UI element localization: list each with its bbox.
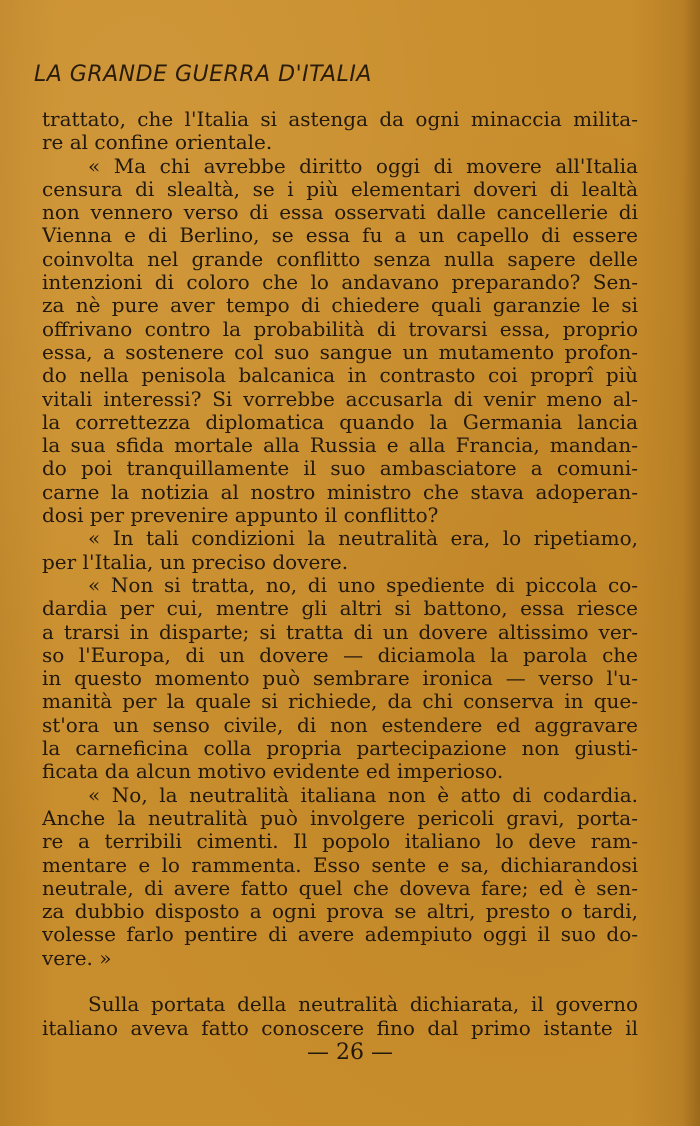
running-head: LA GRANDE GUERRA D'ITALIA xyxy=(34,62,372,87)
text-line: « In tali condizioni la neutralità era, lo ripetiamo, xyxy=(88,527,638,551)
text-line: dosi per prevenire appunto il conflitto? xyxy=(42,504,439,528)
text-line: vere. » xyxy=(42,946,112,970)
text-line: offrivano contro la probabilità di trovarsi essa, proprio xyxy=(42,317,638,341)
text-line: intenzioni di coloro che lo andavano preparando? Sen- xyxy=(42,271,638,295)
text-line: non vennero verso di essa osservati dalle cancellerie di xyxy=(42,201,638,225)
text-line: so l'Europa, di un dovere — diciamola la parola che xyxy=(42,643,638,667)
text-line: za nè pure aver tempo di chiedere quali garanzie le si xyxy=(42,294,638,318)
text-line: ficata da alcun motivo evidente ed imperioso. xyxy=(42,760,504,784)
text-line: do poi tranquillamente il suo ambasciatore a comuni- xyxy=(42,457,638,481)
text-line: re a terribili cimenti. Il popolo italiano lo deve ram- xyxy=(42,830,638,854)
text-line: la sua sfida mortale alla Russia e alla Francia, mandan- xyxy=(42,434,638,458)
text-line: « Non si tratta, no, di uno spediente di piccola co- xyxy=(88,573,638,597)
text-line: mentare e lo rammenta. Esso sente e sa, dichiarandosi xyxy=(42,853,638,877)
text-line: carne la notizia al nostro ministro che stava adoperan- xyxy=(42,480,638,504)
text-line: a trarsi in disparte; si tratta di un dovere altissimo ver- xyxy=(42,620,638,644)
text-line: do nella penisola balcanica in contrasto coi proprî più xyxy=(42,364,638,388)
text-line: « Ma chi avrebbe diritto oggi di movere all'Italia xyxy=(88,154,638,178)
text-line: la carneficina colla propria partecipazione non giusti- xyxy=(42,737,638,761)
text-line: trattato, che l'Italia si astenga da ogni minaccia milita- xyxy=(42,108,638,131)
text-line: st'ora un senso civile, di non estendere ed aggravare xyxy=(42,713,638,737)
page-edge-shadow xyxy=(682,0,700,1126)
text-line: Anche la neutralità può involgere pericoli gravi, porta- xyxy=(42,806,638,830)
text-line: « No, la neutralità italiana non è atto di codardia. xyxy=(88,783,638,807)
text-line: coinvolta nel grande conflitto senza nulla sapere delle xyxy=(42,247,638,271)
text-line: la correttezza diplomatica quando la Germania lancia xyxy=(42,410,638,434)
text-line: italiano aveva fatto conoscere fino dal primo istante il xyxy=(42,1016,638,1040)
text-line: neutrale, di avere fatto quel che doveva fare; ed è sen- xyxy=(42,876,638,900)
paragraph-gap xyxy=(42,970,638,993)
text-line: re al confine orientale. xyxy=(42,131,273,155)
text-line: in questo momento può sembrare ironica — verso l'u- xyxy=(42,667,638,691)
text-line: manità per la quale si richiede, da chi conserva in que- xyxy=(42,690,638,714)
text-line: Vienna e di Berlino, se essa fu a un capello di essere xyxy=(42,224,638,248)
page-number: — 26 — xyxy=(307,1040,393,1065)
text-line: censura di slealtà, se i più elementari doveri di lealtà xyxy=(42,177,638,201)
text-line: dardia per cui, mentre gli altri si battono, essa riesce xyxy=(42,597,638,621)
text-line: per l'Italia, un preciso dovere. xyxy=(42,550,349,574)
text-line: vitali interessi? Si vorrebbe accusarla di venir meno al- xyxy=(42,387,638,411)
text-line: volesse farlo pentire di avere adempiuto oggi il suo do- xyxy=(42,923,638,947)
text-line: Sulla portata della neutralità dichiarata, il governo xyxy=(88,993,638,1017)
body-text xyxy=(42,108,638,1040)
text-line: za dubbio disposto a ogni prova se altri, presto o tardi, xyxy=(42,900,638,924)
text-line: essa, a sostenere col suo sangue un mutamento profon- xyxy=(42,340,638,364)
